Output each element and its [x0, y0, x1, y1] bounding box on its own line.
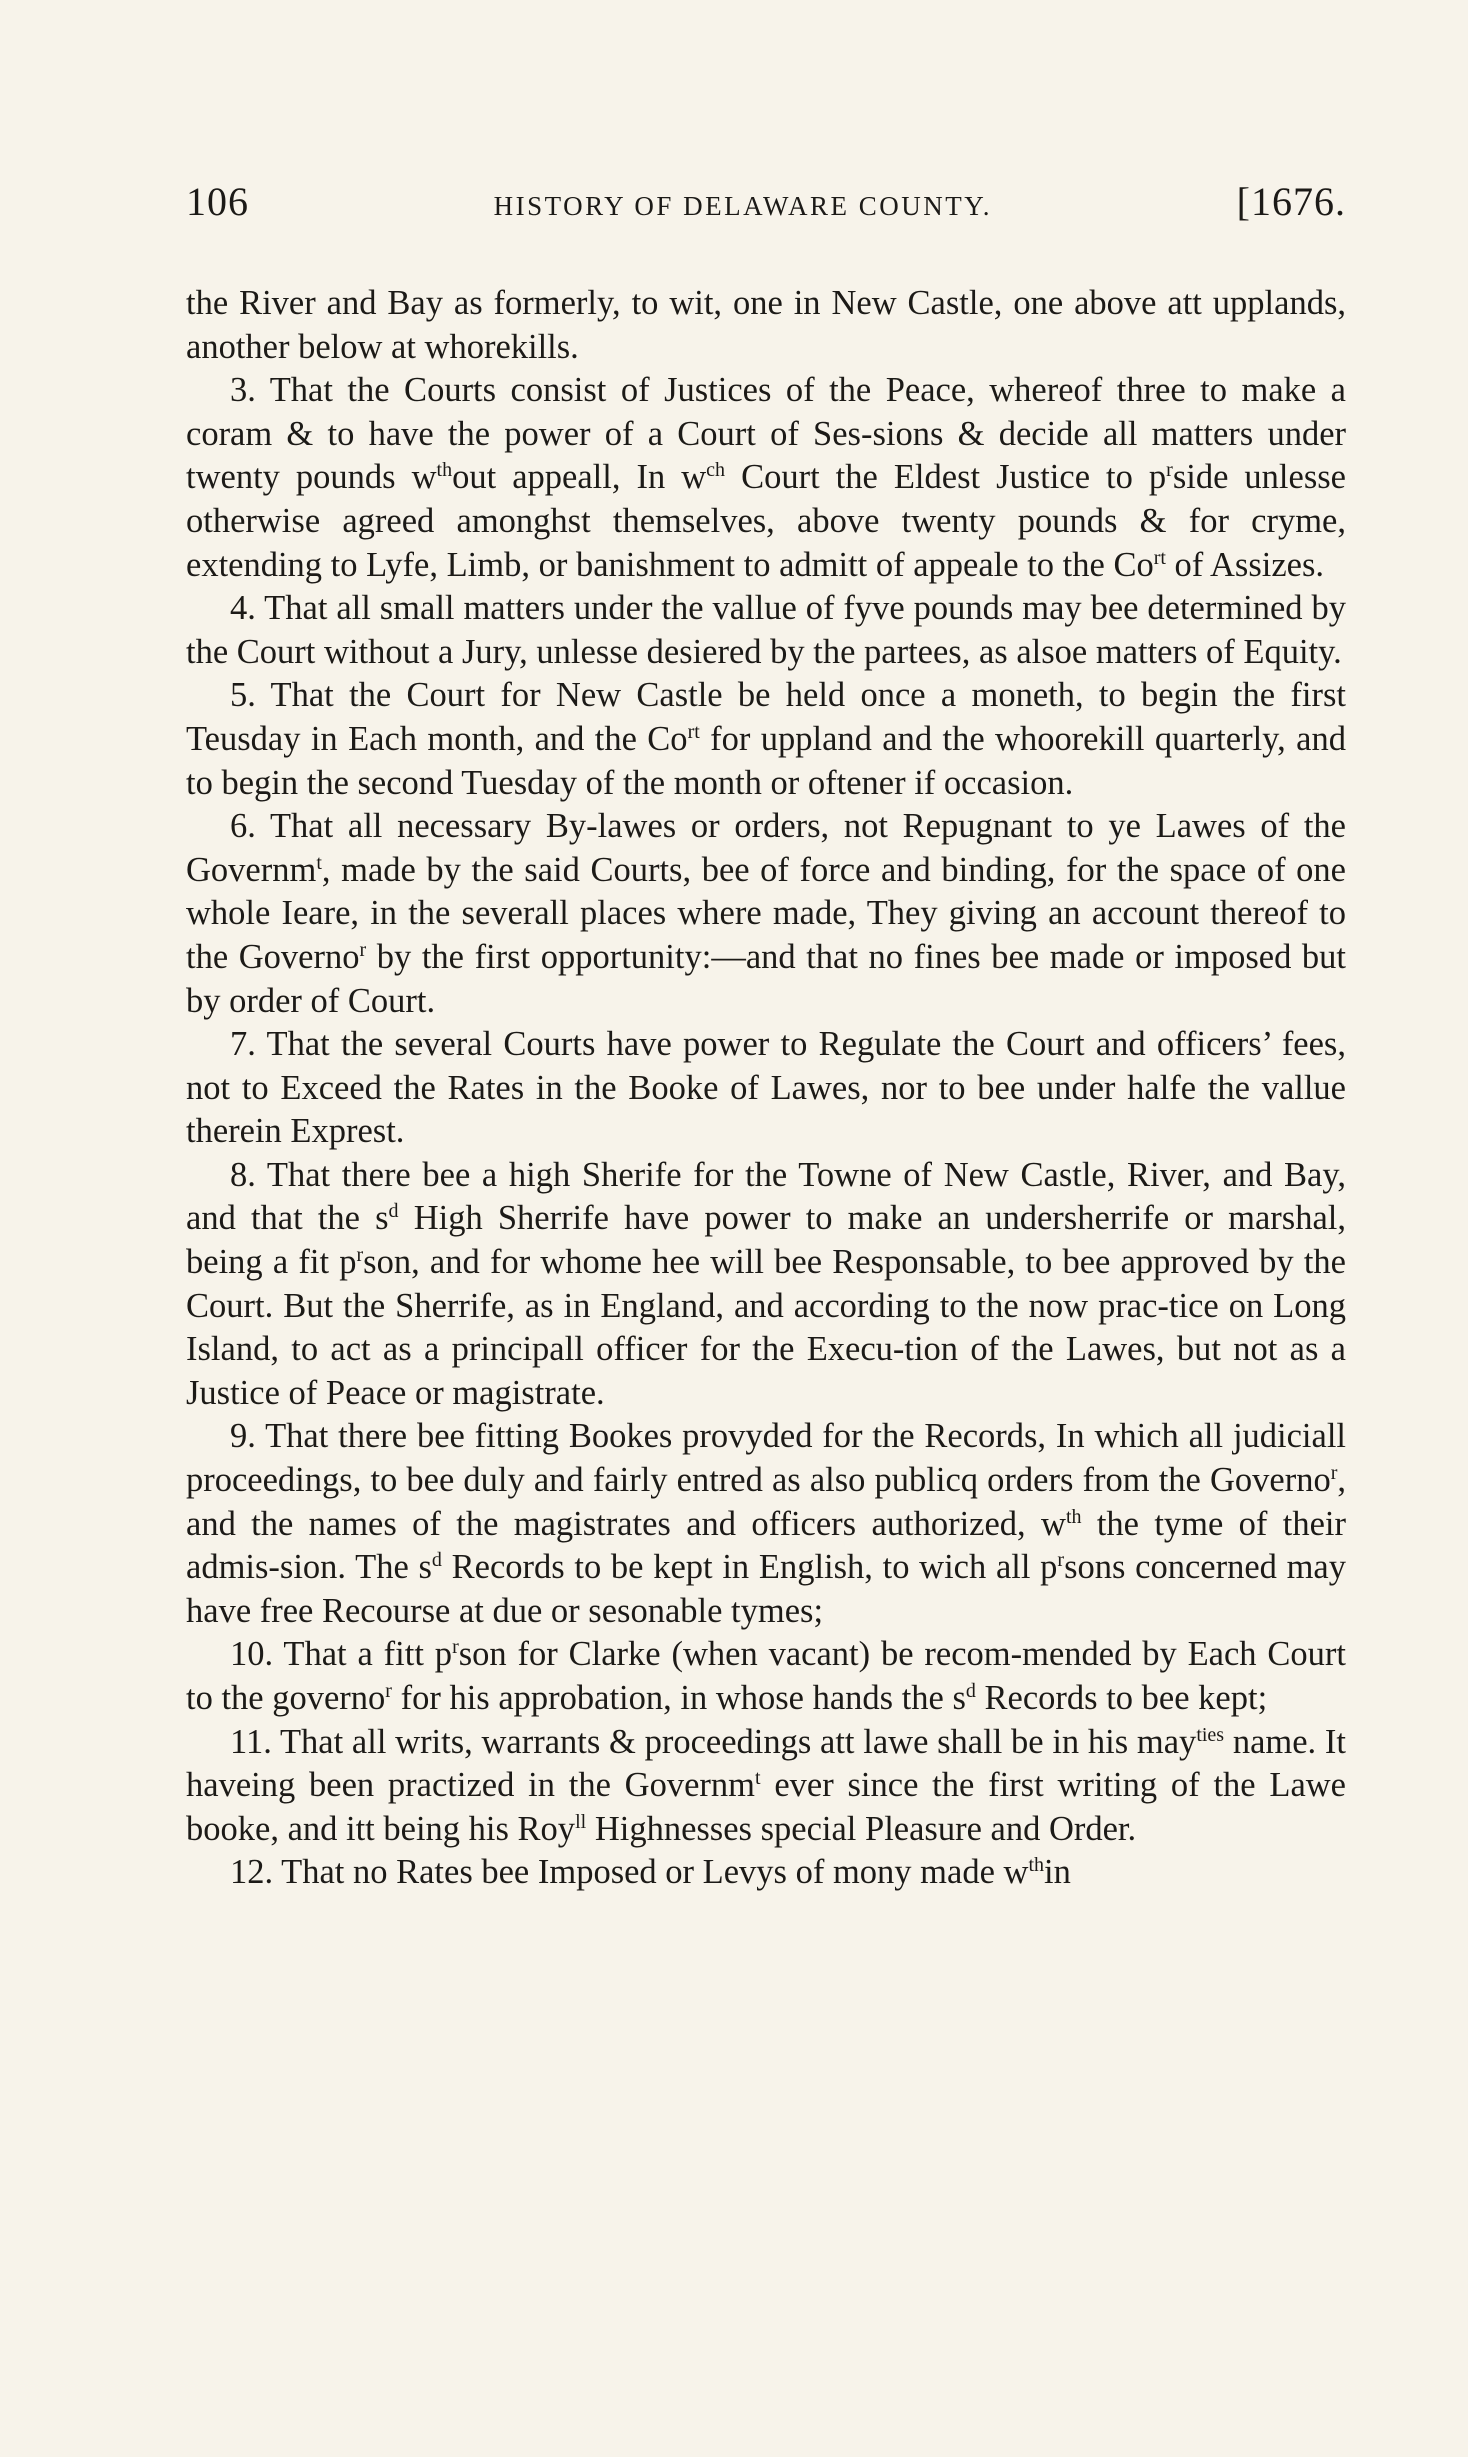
text-run: Court the Eldest Justice to p [725, 458, 1167, 497]
text-paragraph [186, 1023, 1346, 1154]
text-run: 4. That all small matters under the vallue of fyve pounds may bee determined by the Court without a Jury, unlesse desiered by the partees, as alsoe matters of Equity. [186, 589, 1346, 671]
book-page [186, 178, 1346, 1895]
superscript-abbreviation: d [388, 1200, 399, 1223]
text-paragraph [186, 587, 1346, 674]
text-run: sons concerned may have free Recourse at due or sesonable tymes; [186, 1548, 1346, 1630]
superscript-abbreviation: rt [1153, 546, 1166, 569]
text-run: 9. That there bee fitting Bookes provyded for the Records, In which all judiciall proceedings, to bee duly and fairly entred as also publicq orders from the Governo [186, 1417, 1346, 1500]
text-run: 10. That a fitt p [230, 1635, 453, 1674]
superscript-abbreviation: r [452, 1636, 459, 1659]
superscript-abbreviation: ties [1196, 1723, 1225, 1746]
text-run: , made by the said Courts, bee of force and binding, for the space of one whole Ieare, in the severall places where made, They giving an account thereof to the Governo [186, 850, 1346, 976]
text-run: out appeall, In w [452, 458, 707, 497]
superscript-abbreviation: d [965, 1680, 976, 1702]
text-run: ever since the first writing of the Lawe booke, and itt being his Roy [186, 1766, 1346, 1848]
text-paragraph [186, 1633, 1346, 1720]
text-run: in [1044, 1853, 1071, 1892]
text-run: 8. That there bee a high Sherife for the Towne of New Castle, River, and Bay, and that the s [186, 1155, 1346, 1238]
text-run: son, and for whome hee will bee Responsable, to bee approved by the Court. But the Sherrife, as in England, and according to the now prac-tice on Long Island, to act as a principall officer for the Execu-tion of the Lawes, but not as a Justice of Peace or magistrate. [186, 1243, 1346, 1412]
text-run: 3. That the Courts consist of Justices of the Peace, whereof three to make a coram & to have the power of a Court of Ses-sions & decide all matters under twenty pounds w [186, 371, 1346, 497]
superscript-abbreviation: r [1057, 1549, 1065, 1572]
text-run: 12. That no Rates bee Imposed or Levys of mony made w [230, 1853, 1029, 1892]
page-bottom-margin [0, 2417, 1468, 2457]
page-number: 106 [186, 179, 249, 224]
superscript-abbreviation: th [1065, 1505, 1082, 1528]
text-run: 6. That all necessary By-lawes or orders, not Repugnant to ye Lawes of the Governm [186, 807, 1346, 889]
running-year: [1676. [1236, 179, 1346, 224]
text-paragraph [186, 282, 1346, 369]
text-run: of Assizes. [1165, 545, 1325, 584]
superscript-abbreviation: r [359, 938, 367, 961]
text-run: High Sherrife have power to make an undersherrife or marshal, being a fit p [186, 1199, 1346, 1282]
superscript-abbreviation: t [754, 1767, 761, 1790]
superscript-abbreviation: r [1330, 1462, 1338, 1485]
text-paragraph [186, 1721, 1346, 1852]
text-paragraph [186, 674, 1346, 805]
running-title: HISTORY OF DELAWARE COUNTY. [493, 191, 993, 221]
superscript-abbreviation: r [1166, 459, 1173, 482]
text-run: 5. That the Court for New Castle be held once a moneth, to begin the first Teusday in Each month, and the Co [186, 676, 1346, 758]
text-paragraph [186, 369, 1346, 587]
text-run: name. It haveing been practized in the Governm [186, 1722, 1346, 1805]
text-run: 11. That all writs, warrants & proceedings att lawe shall be in his may [230, 1722, 1197, 1761]
body-text [186, 282, 1346, 1895]
text-run: 7. That the several Courts have power to Regulate the Court and officers’ fees, not to Exceed the Rates in the Booke of Lawes, nor to bee under halfe the vallue therein Exprest. [186, 1025, 1346, 1151]
superscript-abbreviation: d [431, 1549, 442, 1572]
text-paragraph [186, 1851, 1346, 1895]
text-run: Highnesses special Pleasure and Order. [586, 1809, 1137, 1848]
text-paragraph [186, 805, 1346, 1023]
superscript-abbreviation: th [1028, 1854, 1044, 1877]
superscript-abbreviation: ll [575, 1810, 587, 1833]
text-run: for uppland and the whoorekill quarterly, and to begin the second Tuesday of the month or oftener if occasion. [186, 719, 1346, 802]
text-run: for his approbation, in whose hands the s [391, 1679, 966, 1717]
text-run: by the first opportunity:—and that no fines bee made or imposed but by order of Court. [186, 937, 1346, 1020]
superscript-abbreviation: rt [687, 720, 700, 743]
superscript-abbreviation: ch [706, 459, 726, 482]
superscript-abbreviation: r [356, 1244, 364, 1267]
superscript-abbreviation: r [385, 1680, 392, 1702]
running-head [186, 178, 1346, 238]
text-run: the River and Bay as formerly, to wit, one in New Castle, one above att upplands, another below at whorekills. [186, 284, 1346, 366]
text-run: Records to bee kept; [975, 1679, 1268, 1717]
text-paragraph [186, 1415, 1346, 1633]
superscript-abbreviation: th [436, 459, 453, 482]
text-paragraph [186, 1154, 1346, 1416]
text-run: son for Clarke (when vacant) be recom-mended by Each Court to the governo [186, 1635, 1347, 1717]
text-run: , and the names of the magistrates and officers authorized, w [186, 1461, 1346, 1543]
superscript-abbreviation: t [316, 851, 322, 874]
text-run: Records to be kept in English, to wich all p [441, 1548, 1058, 1587]
text-run: side unlesse otherwise agreed amonghst themselves, above twenty pounds & for cryme, extending to Lyfe, Limb, or banishment to admitt of appeale to the Co [186, 458, 1346, 584]
text-run: the tyme of their admis-sion. The s [186, 1504, 1346, 1587]
